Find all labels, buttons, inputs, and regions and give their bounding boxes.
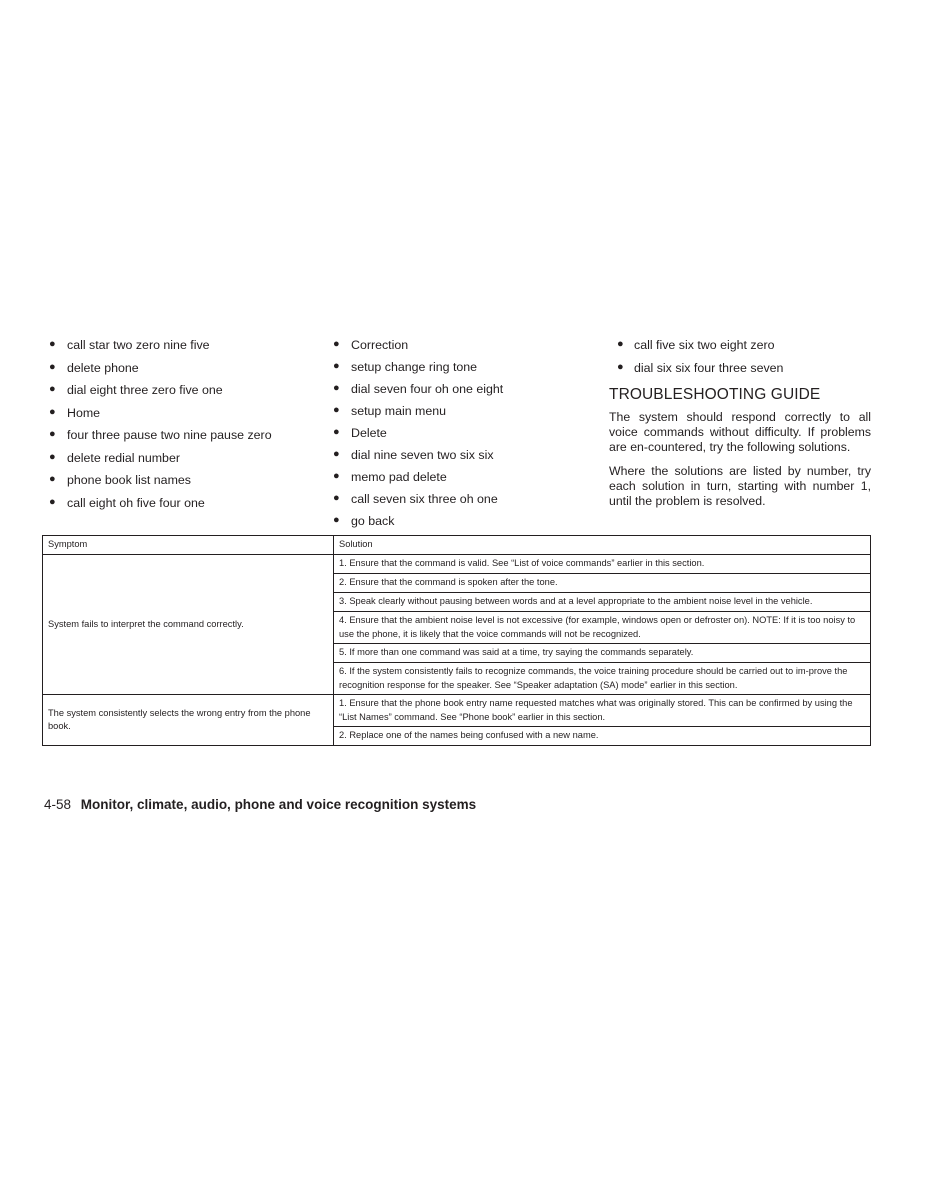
bullet-icon: ● bbox=[49, 405, 56, 418]
voice-command-column-3 bbox=[609, 338, 871, 517]
header-solution: Solution bbox=[334, 536, 871, 555]
bullet-icon: ● bbox=[333, 426, 340, 438]
bullet-icon: ● bbox=[49, 383, 56, 395]
command-text: call eight oh five four one bbox=[67, 495, 205, 510]
command-list-2 bbox=[332, 338, 597, 536]
command-text: setup change ring tone bbox=[351, 360, 478, 374]
solution-cell: 2. Replace one of the names being confused with a new name. bbox=[334, 727, 871, 746]
bullet-icon: ● bbox=[49, 473, 56, 485]
solution-cell: 3. Speak clearly without pausing between words and at a level appropriate to the ambient noise level in the vehicle. bbox=[334, 593, 871, 612]
command-text: call five six two eight zero bbox=[634, 338, 775, 352]
command-text: call seven six three oh one bbox=[351, 492, 498, 506]
page-footer bbox=[44, 797, 476, 812]
bullet-icon: ● bbox=[333, 448, 340, 460]
list-item bbox=[332, 338, 597, 360]
command-text: memo pad delete bbox=[351, 470, 447, 484]
intro-paragraph: The system should respond correctly to all voice commands without difficulty. If problems are en-countered, try the following solutions. bbox=[609, 410, 871, 455]
command-text: dial seven four oh one eight bbox=[351, 382, 504, 396]
solution-cell: 5. If more than one command was said at a time, try saying the commands separately. bbox=[334, 644, 871, 663]
command-text: Home bbox=[67, 405, 101, 420]
list-item bbox=[332, 382, 597, 404]
solution-cell: 4. Ensure that the ambient noise level is not excessive (for example, windows open or defroster on). NOTE: If it is too noisy to use the phone, it is likely that the voice commands will not be recognized. bbox=[334, 612, 871, 644]
list-item bbox=[48, 383, 318, 406]
command-text: call star two zero nine five bbox=[67, 338, 210, 352]
command-text: setup main menu bbox=[351, 404, 447, 418]
bullet-icon: ● bbox=[617, 360, 624, 373]
list-item bbox=[48, 451, 318, 474]
bullet-icon: ● bbox=[49, 338, 56, 350]
bullet-icon: ● bbox=[617, 338, 624, 350]
voice-command-column-2 bbox=[332, 338, 597, 536]
command-text: delete redial number bbox=[67, 450, 180, 465]
list-item bbox=[48, 473, 318, 496]
symptom-cell: The system consistently selects the wrong entry from the phone book. bbox=[43, 695, 334, 746]
bullet-icon: ● bbox=[333, 470, 340, 482]
bullet-icon: ● bbox=[333, 382, 340, 394]
page-number: 4-58 bbox=[44, 797, 72, 812]
command-list-3 bbox=[609, 338, 871, 383]
chapter-title: Monitor, climate, audio, phone and voice recognition systems bbox=[80, 797, 477, 812]
list-item bbox=[332, 514, 597, 536]
bullet-icon: ● bbox=[49, 450, 56, 463]
bullet-icon: ● bbox=[333, 338, 340, 350]
bullet-icon: ● bbox=[333, 492, 340, 504]
section-heading: TROUBLESHOOTING GUIDE bbox=[609, 386, 821, 403]
command-text: dial six six four three seven bbox=[634, 360, 784, 375]
list-item bbox=[332, 360, 597, 382]
list-item bbox=[48, 406, 318, 429]
table-header-row bbox=[43, 536, 871, 555]
bullet-icon: ● bbox=[49, 360, 56, 373]
solution-cell: 1. Ensure that the command is valid. See “List of voice commands” earlier in this section. bbox=[334, 555, 871, 574]
command-text: Correction bbox=[351, 338, 409, 352]
troubleshooting-table bbox=[42, 535, 871, 746]
list-item bbox=[332, 492, 597, 514]
bullet-icon: ● bbox=[49, 495, 56, 508]
symptom-cell: System fails to interpret the command correctly. bbox=[43, 555, 334, 695]
solution-cell: 6. If the system consistently fails to recognize commands, the voice training procedure should be carried out to im-prove the recognition response for the speaker. See “Speaker adaptation (SA) mode” earlier in this section. bbox=[334, 663, 871, 695]
command-text: dial nine seven two six six bbox=[351, 448, 494, 462]
table-row bbox=[43, 695, 871, 727]
bullet-icon: ● bbox=[333, 360, 340, 372]
command-text: delete phone bbox=[67, 360, 139, 375]
command-list-1 bbox=[48, 338, 318, 518]
list-item bbox=[332, 426, 597, 448]
list-item bbox=[332, 470, 597, 492]
command-text: go back bbox=[351, 514, 395, 528]
voice-command-column-1 bbox=[48, 338, 318, 518]
list-item bbox=[332, 448, 597, 470]
command-text: phone book list names bbox=[67, 473, 191, 487]
bullet-icon: ● bbox=[49, 428, 56, 440]
list-item bbox=[609, 361, 871, 384]
command-text: dial eight three zero five one bbox=[67, 383, 223, 397]
command-text: four three pause two nine pause zero bbox=[67, 428, 272, 442]
solution-cell: 2. Ensure that the command is spoken after the tone. bbox=[334, 574, 871, 593]
list-item bbox=[332, 404, 597, 426]
bullet-icon: ● bbox=[333, 514, 340, 526]
instructions-paragraph: Where the solutions are listed by number, try each solution in turn, starting with number 1, until the problem is resolved. bbox=[609, 463, 871, 509]
command-text: Delete bbox=[351, 426, 387, 440]
list-item bbox=[48, 496, 318, 519]
table-row bbox=[43, 555, 871, 574]
solution-cell: 1. Ensure that the phone book entry name requested matches what was originally stored. This can be confirmed by using the “List Names” command. See “Phone book” earlier in this section. bbox=[334, 695, 871, 727]
list-item bbox=[48, 428, 318, 451]
list-item bbox=[48, 361, 318, 384]
list-item bbox=[48, 338, 318, 361]
header-symptom: Symptom bbox=[43, 536, 334, 555]
list-item bbox=[609, 338, 871, 361]
bullet-icon: ● bbox=[333, 404, 340, 416]
